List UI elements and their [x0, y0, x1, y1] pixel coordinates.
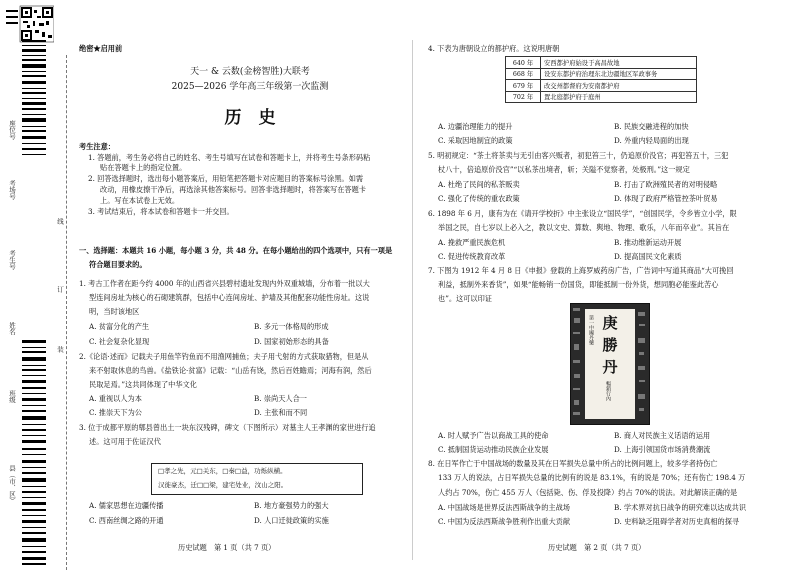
barcode-strip	[22, 40, 46, 565]
q6-stem: 6. 1898 年 6 月，康有为在《请开学校折》中主张设立“国民学”，“创国民学，令乡皆立小学，限	[428, 209, 737, 218]
q7-option-c[interactable]: C. 抵制国货运动推动民族企业发展	[438, 445, 549, 454]
ad-panel	[585, 309, 635, 419]
cut-label-bind: 订	[56, 286, 64, 293]
q6-option-b[interactable]: B. 推动维新运动开展	[614, 238, 682, 247]
cut-label-line: 线	[56, 218, 64, 225]
q5-option-a[interactable]: A. 杜绝了民间的私茶贩卖	[438, 180, 520, 189]
section-heading-cont: 符合题目要求的。	[89, 260, 147, 269]
margin-label-seat: 座位号	[8, 120, 16, 140]
q5-stem: 杖八十，倍追原价没官”“以私茶出境者，斩；关隘不觉察者，处极刑。”这一规定	[438, 165, 690, 174]
q1-option-d[interactable]: D. 国家初始形态的具备	[254, 337, 329, 346]
cut-label-install: 装	[56, 346, 64, 353]
notice-line: 贴在答题卡上的指定位置。	[100, 163, 187, 172]
q3-stem: 3. 位于成都平原的郫县曾出土一块东汉残碑，碑文（下图所示）对墓主人王孝渊的家世进行追	[79, 423, 376, 432]
q2-stem: 民取足焉。”这共同体现了中华文化	[89, 380, 197, 389]
q2-option-d[interactable]: D. 主张和而不同	[254, 408, 308, 417]
ad-char: 丹	[602, 358, 618, 376]
q7-option-a[interactable]: A. 时人赋予广告以商战工具的使命	[438, 431, 549, 440]
ad-small-text-2: 暢銷行內	[605, 381, 611, 401]
table-cell-year: 702 年	[506, 91, 541, 103]
q5-option-b[interactable]: B. 打击了欧洲殖民者的对明侵略	[614, 180, 718, 189]
q6-option-a[interactable]: A. 挽救严重民族危机	[438, 238, 506, 247]
q7-option-d[interactable]: D. 上海引领国货市场消费潮流	[614, 445, 711, 454]
stele-line: □孝之先，元□关东，□秦□益，功烁纵横。	[158, 467, 287, 475]
q3-option-d[interactable]: D. 人口迁徙政策的实施	[254, 516, 329, 525]
q5-stem: 5. 明初规定：“茶土将茶卖与无引由客兴贩者，初犯笞三十，仍追原价没官；再犯笞五十，三犯	[428, 151, 729, 160]
q3-stem: 述。这可用于佐证汉代	[89, 437, 161, 446]
q6-option-c[interactable]: C. 促进传统教育改革	[438, 252, 506, 261]
q3-option-b[interactable]: B. 地方豪强势力的强大	[254, 501, 329, 510]
q7-stem: 也”。这可以印证	[438, 294, 492, 303]
table-row	[506, 80, 697, 92]
footer-right: 历史试题 第 2 页（共 7 页）	[548, 543, 646, 552]
table-cell-text: 设安东都护府治理东北边疆地区军政事务	[541, 68, 697, 80]
q8-option-c[interactable]: C. 中国为反法西斯战争胜利作出重大贡献	[438, 517, 571, 526]
q3-option-a[interactable]: A. 儒家思想在边疆传播	[89, 501, 164, 510]
binding-margin	[0, 0, 74, 579]
q5-option-c[interactable]: C. 强化了传统的重农政策	[438, 194, 520, 203]
q5-option-d[interactable]: D. 体现了政府严格管控茶叶贸易	[614, 194, 718, 203]
q6-option-d[interactable]: D. 提高国民文化素质	[614, 252, 682, 261]
table-row	[506, 91, 697, 103]
subject-title: 历 史	[224, 108, 276, 128]
ad-border-right	[636, 304, 648, 422]
exam-title: 天一 & 云数(金榜智胜)大联考	[190, 67, 310, 77]
q2-option-a[interactable]: A. 重视以人为本	[89, 394, 142, 403]
q7-stem: 利益，抵制外来香货”，如果“能畅销一份国货，即能抵制一份外货，想同胞必能鉴此苦心	[438, 280, 719, 289]
notice-line: 2. 回答选择题时，选出每小题答案后，用铅笔把答题卡对应题目的答案标号涂黑。如需	[88, 174, 364, 183]
table-cell-text: 安西都护府始设于高昌故地	[541, 57, 697, 69]
q1-option-a[interactable]: A. 贫富分化的产生	[89, 322, 150, 331]
table-cell-year: 640 年	[506, 57, 541, 69]
q2-option-b[interactable]: B. 崇尚天人合一	[254, 394, 307, 403]
q8-option-d[interactable]: D. 史料缺乏阻碍学者对历史真相的探寻	[614, 517, 740, 526]
table-cell-text: 改交州都督府为安南都护府	[541, 80, 697, 92]
notice-line: 1. 答题前，考生务必将自己的姓名、考生号填写在试卷和答题卡上，并将考生号条形码粘	[88, 153, 371, 162]
q4-option-d[interactable]: D. 外重内轻局面的出现	[614, 136, 689, 145]
table-row	[506, 68, 697, 80]
newspaper-advertisement	[570, 303, 650, 425]
q4-table	[505, 56, 697, 103]
q8-option-a[interactable]: A. 中国战场是世界反法西斯战争的主战场	[438, 503, 570, 512]
q8-option-b[interactable]: B. 学术界对抗日战争的研究难以达成共识	[614, 503, 747, 512]
notice-heading: 考生注意：	[79, 142, 115, 151]
ad-border-left	[571, 304, 583, 422]
q1-option-c[interactable]: C. 社会复杂化显现	[89, 337, 150, 346]
q1-stem: 型连间房址为核心的石砌建筑群，包括中心连间房址、护墙及其他配套功能性房址。这说	[89, 293, 370, 302]
table-row	[506, 57, 697, 69]
q4-option-a[interactable]: A. 边疆治理能力的提升	[438, 122, 513, 131]
ad-char: 庚	[602, 314, 618, 332]
q6-stem: 举国之民，自七岁以上必入之，教以文史、算数、舆地、物理、歌乐，八年而卒业”。其旨在	[438, 223, 730, 232]
q4-option-c[interactable]: C. 采取因地制宜的政策	[438, 136, 513, 145]
column-divider	[412, 40, 413, 560]
ad-char: 勝	[602, 336, 618, 354]
notice-line: 改动，用橡皮擦干净后，再选涂其他答案标号。回答非选择题时，将答案写在答题卡	[100, 185, 366, 194]
cut-dashed-line	[66, 55, 67, 570]
q3-option-c[interactable]: C. 西南丝绸之路的开通	[89, 516, 164, 525]
table-cell-year: 668 年	[506, 68, 541, 80]
q2-option-c[interactable]: C. 推崇天下为公	[89, 408, 142, 417]
footer-left: 历史试题 第 1 页（共 7 页）	[178, 543, 276, 552]
q8-stem: 人约占 70%，伤亡 455 万人（包括毙、伤、俘及投降）约占 70%的说法。对此解读正确的是	[438, 488, 738, 497]
notice-line: 3. 考试结束后，将本试卷和答题卡一并交回。	[88, 207, 234, 216]
exam-subtitle: 2025—2026 学年高三年级第一次监测	[171, 82, 329, 92]
q2-stem: 2.《论语·述而》记载夫子用鱼竿钓鱼而不用渔网捕鱼；夫子用弋射的方式获取猎物，但是从	[79, 352, 369, 361]
margin-label-name: 姓名	[8, 322, 16, 335]
secret-mark: 绝密★启用前	[79, 44, 123, 53]
q8-stem: 133 万人的说法，占日军损失总量的比例有的说是 83.1%，有的说是 70%；还有伤亡 198.4 万	[438, 473, 746, 482]
ad-small-text: 第一中國丹藥	[588, 315, 594, 345]
qr-code	[6, 4, 54, 44]
q1-stem: 1. 考古工作者在距今约 4000 年的山西省兴县碧村遗址发现内外双重城墙，分布着一批以大	[79, 279, 370, 288]
table-cell-text: 置北庭都护府于庭州	[541, 91, 697, 103]
q4-stem: 4. 下表为唐朝设立的都护府。这说明唐朝	[428, 44, 560, 53]
q2-stem: 来不射取休息的鸟兽。《盐铁论·贫富》记载：“山岳有饶，然后百姓瞻焉；河海有润，然后	[89, 366, 372, 375]
section-heading: 一、选择题：本题共 16 小题，每小题 3 分，共 48 分。在每小题给出的四个选项中，只有一项是	[79, 246, 393, 255]
stele-line: 汉徙豪杰，迁□□梁，建宅处业，汶山之阳。	[158, 481, 288, 489]
margin-label-room: 考场号	[8, 180, 16, 200]
q1-option-b[interactable]: B. 多元一体格局的形成	[254, 322, 329, 331]
table-cell-year: 679 年	[506, 80, 541, 92]
margin-label-examinee: 考生号	[8, 250, 16, 270]
q4-option-b[interactable]: B. 民族交融进程的加快	[614, 122, 689, 131]
q8-stem: 8. 在日军作亡于中国战场的数量及其在日军损失总量中所占的比例问题上，较多学者持伤亡	[428, 459, 718, 468]
margin-label-county: 县（市、区）	[8, 465, 16, 504]
q1-stem: 明，当时该地区	[89, 307, 140, 316]
q7-option-b[interactable]: B. 商人对民族主义话语的运用	[614, 431, 711, 440]
q7-stem: 7. 下图为 1912 年 4 月 8 日《申报》登载的上海罗威药房广告，广告词中写道其商品“大可挽回	[428, 266, 734, 275]
stele-inscription-box	[151, 463, 363, 495]
margin-label-class: 班级	[8, 390, 16, 403]
notice-line: 上。写在本试卷上无效。	[100, 196, 180, 205]
